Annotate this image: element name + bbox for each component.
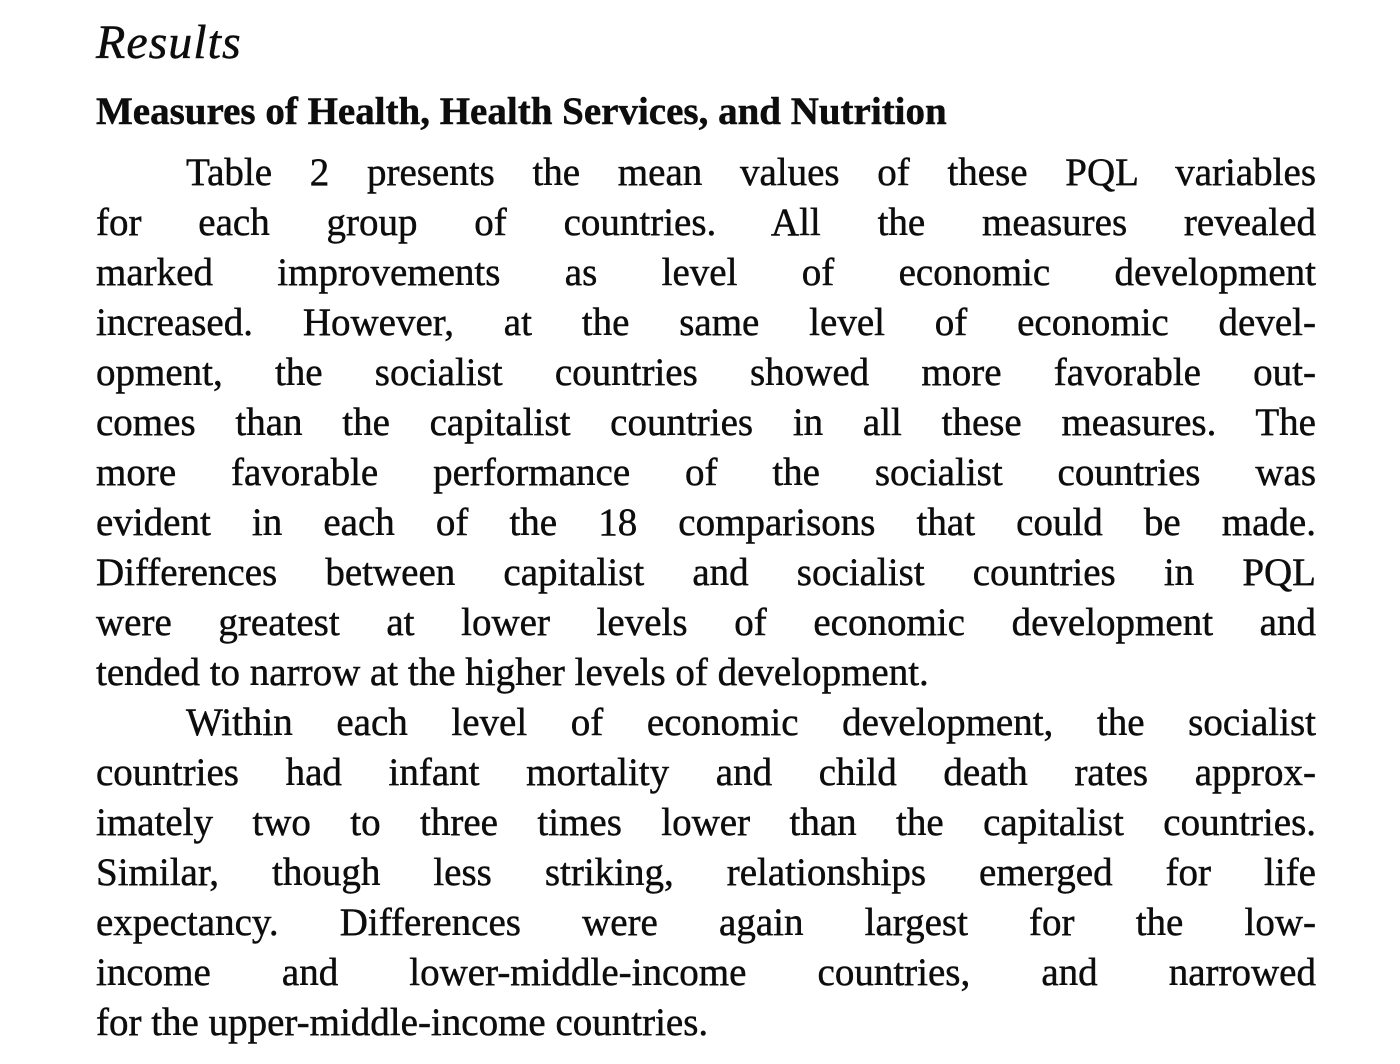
text-line: expectancy. Differences were again largest for the low- xyxy=(96,901,1316,944)
paragraph-1 xyxy=(96,148,1316,698)
text-line: Similar, though less striking, relationships emerged for life xyxy=(96,851,1316,894)
text-line: increased. However, at the same level of economic devel- xyxy=(96,301,1316,344)
text-line: for each group of countries. All the measures revealed xyxy=(96,201,1316,244)
paragraph-2 xyxy=(96,698,1316,1048)
text-line: evident in each of the 18 comparisons that could be made. xyxy=(96,501,1316,544)
text-line: Differences between capitalist and socialist countries in PQL xyxy=(96,551,1316,594)
text-line: Table 2 presents the mean values of these PQL variables xyxy=(186,151,1316,194)
section-heading-results: Results xyxy=(96,16,242,69)
text-line: countries had infant mortality and child death rates approx- xyxy=(96,751,1316,794)
text-line: opment, the socialist countries showed more favorable out- xyxy=(96,351,1316,394)
text-line: more favorable performance of the socialist countries was xyxy=(96,451,1316,494)
text-line: imately two to three times lower than the capitalist countries. xyxy=(96,801,1316,844)
text-line: income and lower-middle-income countries, and narrowed xyxy=(96,951,1316,994)
text-line: tended to narrow at the higher levels of development. xyxy=(96,651,929,694)
text-line: for the upper-middle-income countries. xyxy=(96,1001,709,1044)
body-text xyxy=(96,148,1316,1048)
text-line: were greatest at lower levels of economic development and xyxy=(96,601,1316,644)
text-line: comes than the capitalist countries in all these measures. The xyxy=(96,401,1316,444)
text-line: marked improvements as level of economic development xyxy=(96,251,1316,294)
text-line: Within each level of economic development, the socialist xyxy=(186,701,1316,744)
subsection-heading: Measures of Health, Health Services, and Nutrition xyxy=(96,90,947,133)
